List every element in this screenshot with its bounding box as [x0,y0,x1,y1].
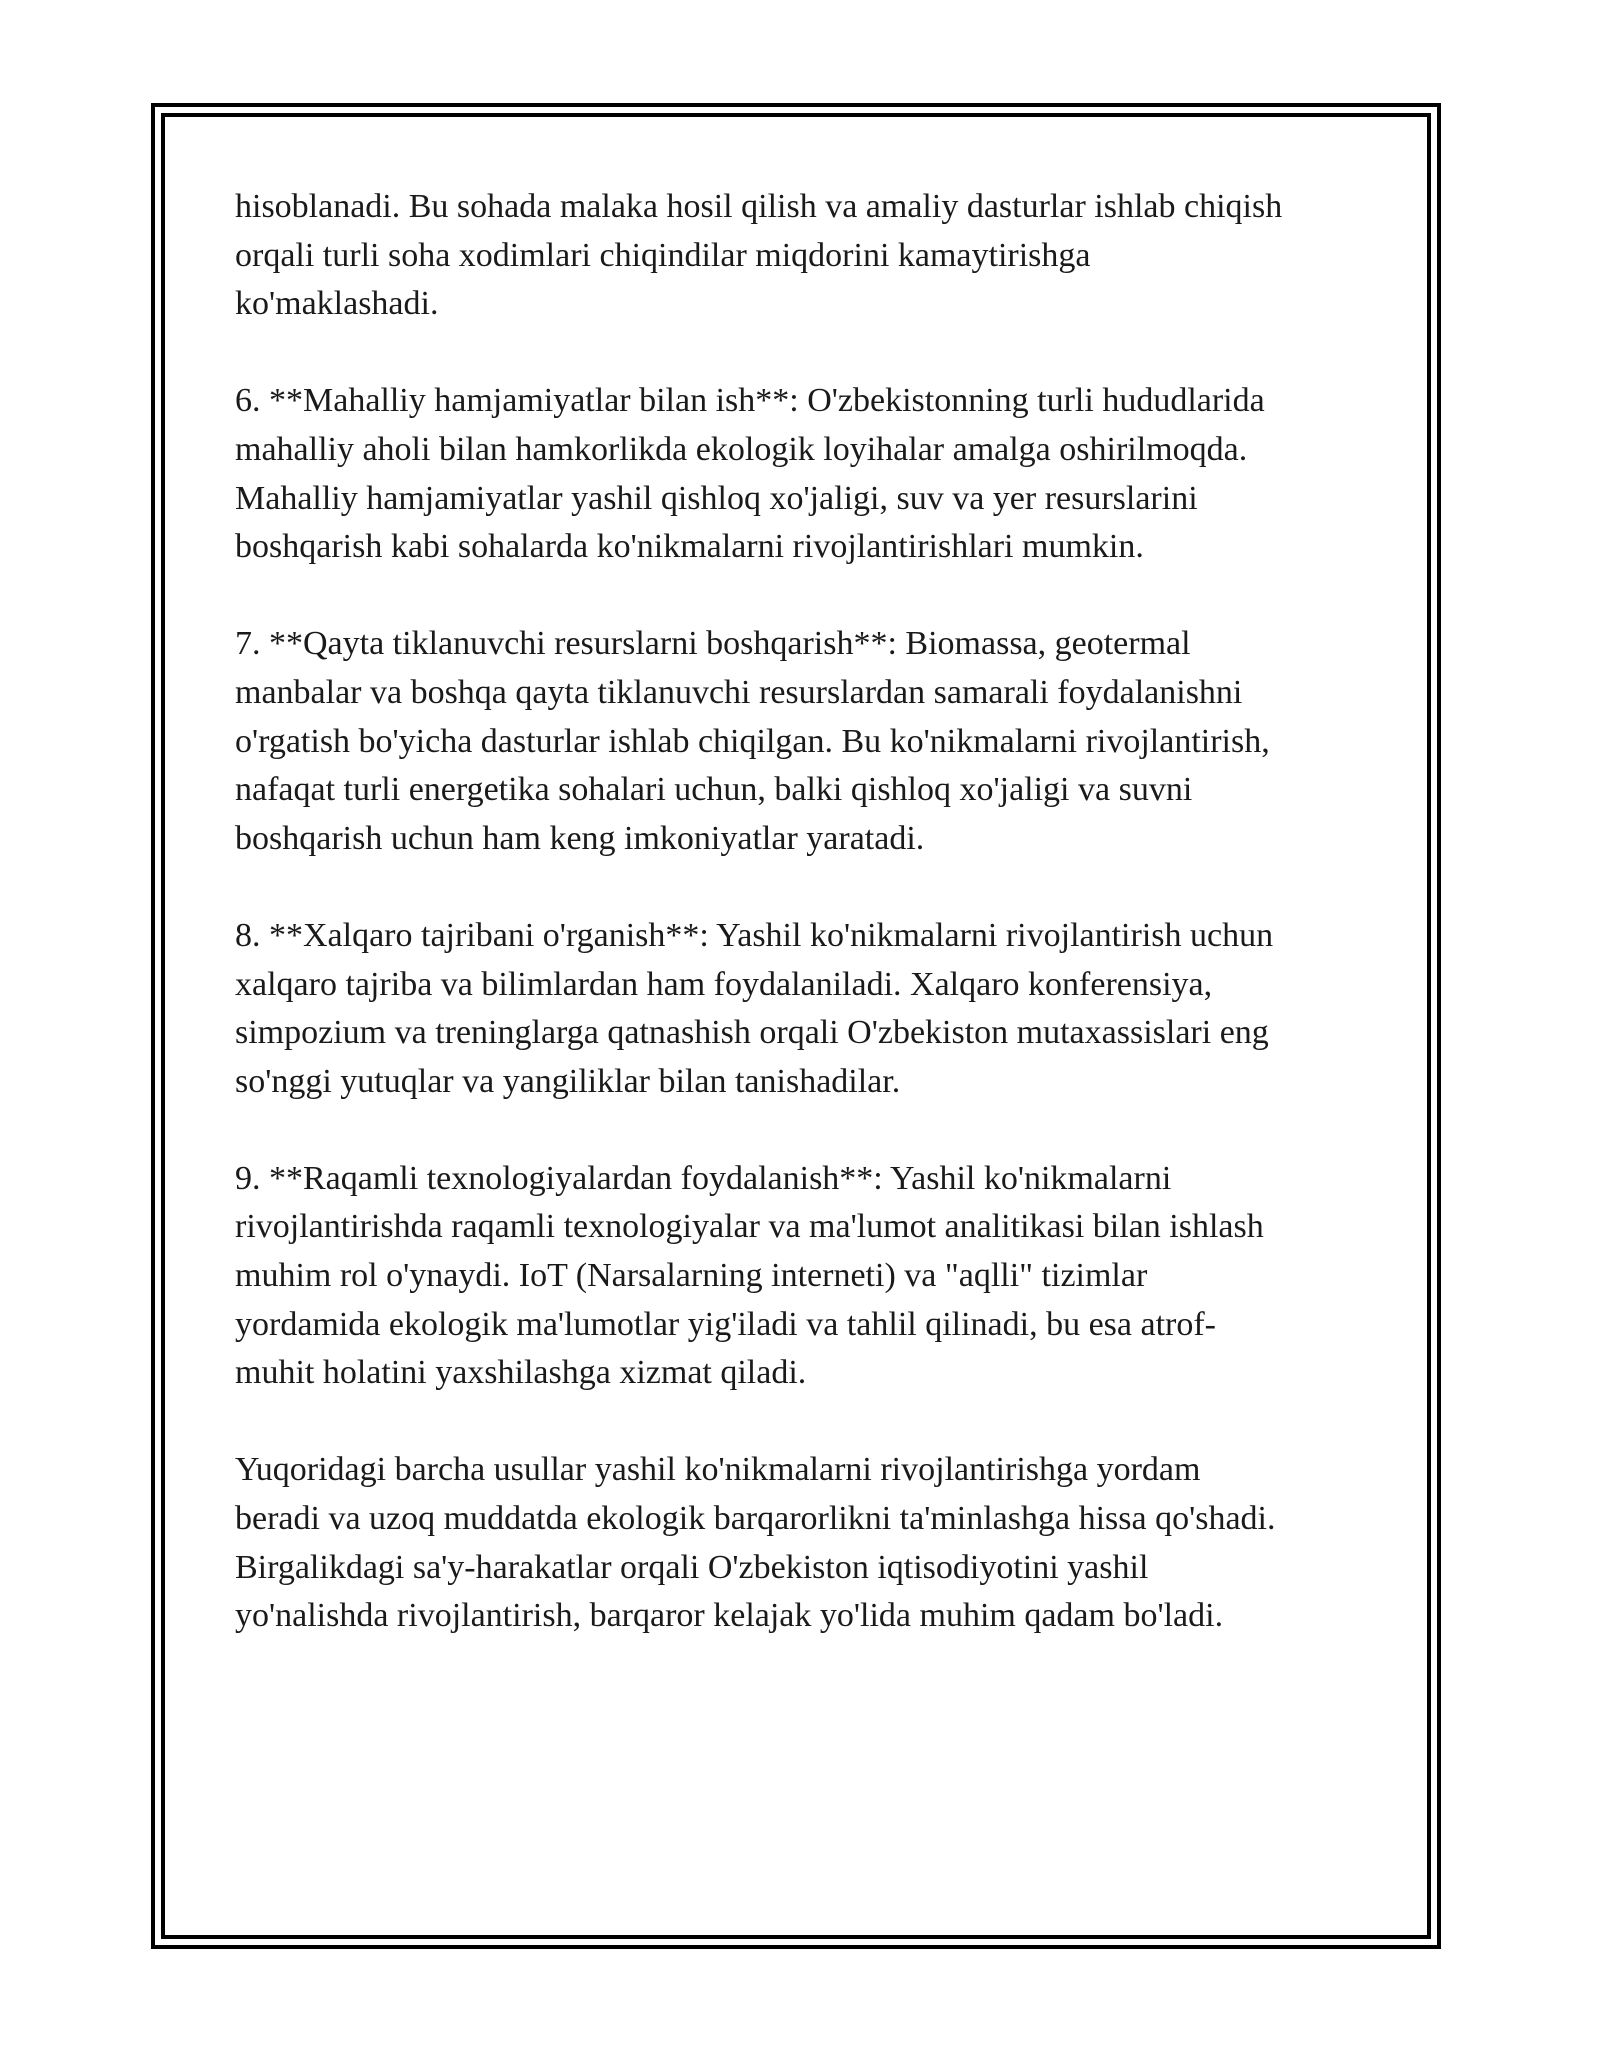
text-line: 7. **Qayta tiklanuvchi resurslarni boshqarish**: Biomassa, geotermal [235,625,1191,663]
paragraph-item-9 [235,1155,1375,1398]
text-line: Mahalliy hamjamiyatlar yashil qishloq xo'jaligi, suv va yer resurslarini [235,479,1198,517]
text-line: Birgalikdagi sa'y-harakatlar orqali O'zbekiston iqtisodiyotini yashil [235,1548,1149,1586]
text-line: 6. **Mahalliy hamjamiyatlar bilan ish**: O'zbekistonning turli hududlarida [235,382,1265,420]
text-line: xalqaro tajriba va bilimlardan ham foydalaniladi. Xalqaro konferensiya, [235,965,1213,1003]
text-line: boshqarish uchun ham keng imkoniyatlar yaratadi. [235,819,925,857]
text-line: beradi va uzoq muddatda ekologik barqarorlikni ta'minlashga hissa qo'shadi. [235,1500,1276,1538]
text-line: so'nggi yutuqlar va yangiliklar bilan tanishadilar. [235,1062,901,1100]
text-line: muhim rol o'ynaydi. IoT (Narsalarning interneti) va "aqlli" tizimlar [235,1257,1148,1295]
paragraph-conclusion [235,1446,1375,1640]
paragraph-item-8 [235,912,1375,1106]
text-line: boshqarish kabi sohalarda ko'nikmalarni rivojlantirishlari mumkin. [235,528,1144,566]
text-line: ko'maklashadi. [235,285,439,323]
text-line: yordamida ekologik ma'lumotlar yig'iladi va tahlil qilinadi, bu esa atrof- [235,1305,1217,1343]
paragraph-item-7 [235,620,1375,863]
text-line: o'rgatish bo'yicha dasturlar ishlab chiqilgan. Bu ko'nikmalarni rivojlantirish, [235,722,1270,760]
text-line: manbalar va boshqa qayta tiklanuvchi resurslardan samarali foydalanishni [235,673,1243,711]
text-line: nafaqat turli energetika sohalari uchun, balki qishloq xo'jaligi va suvni [235,771,1193,809]
text-line: muhit holatini yaxshilashga xizmat qiladi. [235,1354,807,1392]
text-line: orqali turli soha xodimlari chiqindilar miqdorini kamaytirishga [235,236,1091,274]
paragraph-item-6 [235,377,1375,571]
text-line: yo'nalishda rivojlantirish, barqaror kelajak yo'lida muhim qadam bo'ladi. [235,1597,1224,1635]
text-line: mahalliy aholi bilan hamkorlikda ekologik loyihalar amalga oshirilmoqda. [235,430,1248,468]
paragraph-intro-continued [235,183,1375,329]
text-line: 8. **Xalqaro tajribani o'rganish**: Yashil ko'nikmalarni rivojlantirish uchun [235,916,1274,954]
text-line: simpozium va treninglarga qatnashish orqali O'zbekiston mutaxassislari eng [235,1014,1269,1052]
text-line: hisoblanadi. Bu sohada malaka hosil qilish va amaliy dasturlar ishlab chiqish [235,188,1283,225]
document-body [235,183,1375,1689]
text-line: 9. **Raqamli texnologiyalardan foydalanish**: Yashil ko'nikmalarni [235,1159,1172,1197]
text-line: rivojlantirishda raqamli texnologiyalar va ma'lumot analitikasi bilan ishlash [235,1208,1264,1246]
text-line: Yuqoridagi barcha usullar yashil ko'nikmalarni rivojlantirishga yordam [235,1451,1201,1489]
